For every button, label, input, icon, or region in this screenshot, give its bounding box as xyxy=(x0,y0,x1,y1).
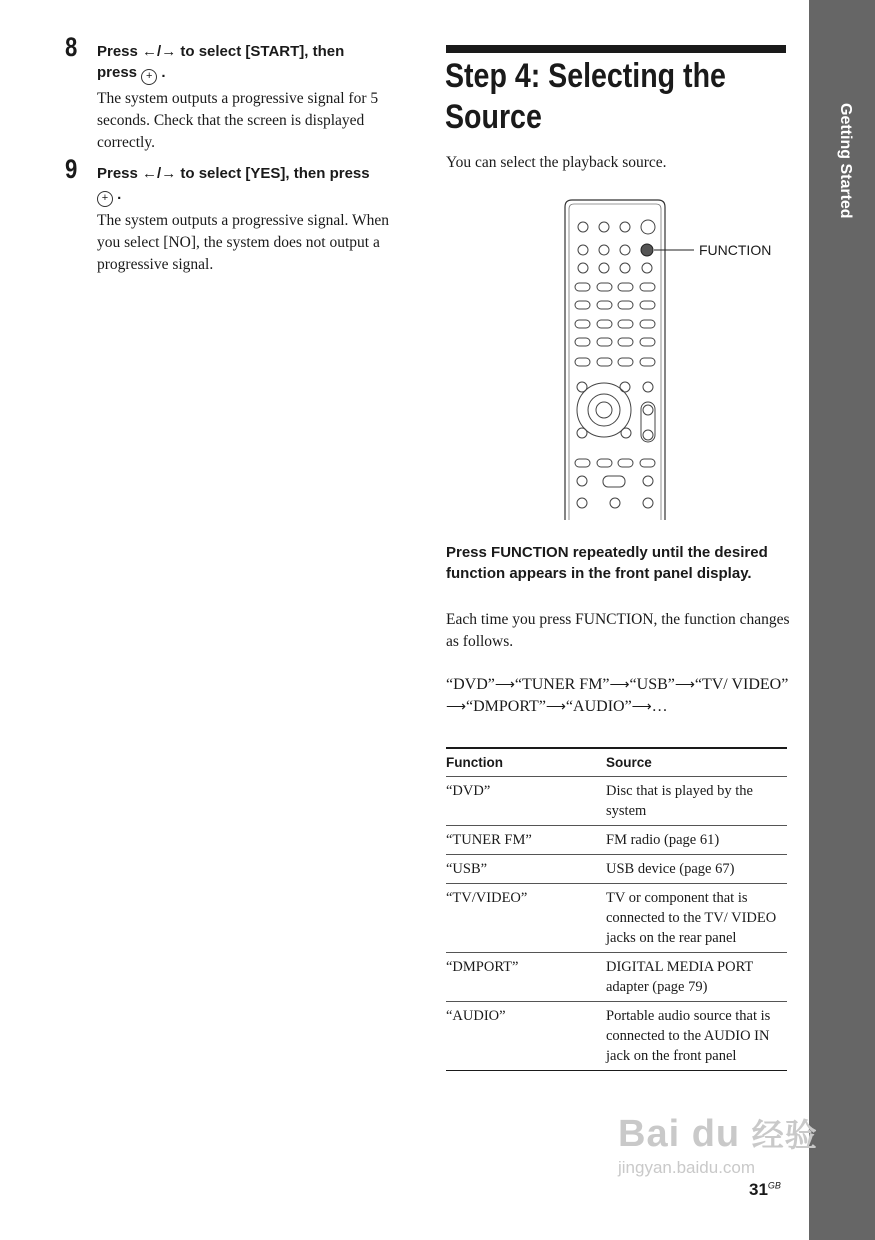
watermark xyxy=(618,1110,818,1178)
table-header-source: Source xyxy=(606,748,787,777)
enter-button-icon: + xyxy=(141,69,157,85)
step-9-heading: Press ←/→ to select [YES], then press + . xyxy=(97,163,407,207)
function-flow xyxy=(446,674,791,718)
page-title xyxy=(445,56,739,138)
flow-item: “AUDIO” xyxy=(565,698,632,715)
function-source-table xyxy=(446,747,787,1071)
step-9-number: 9 xyxy=(65,154,78,184)
source-cell: FM radio (page 61) xyxy=(606,826,787,855)
step-9-body: The system outputs a progressive signal. When you select [NO], the system does not output a progressive signal. xyxy=(97,212,390,273)
watermark-brand xyxy=(618,1110,818,1156)
page-number-suffix: GB xyxy=(767,1180,781,1191)
flow-item: “DVD” xyxy=(446,676,495,693)
flow-item: “TUNER FM” xyxy=(514,676,610,693)
page-title-text: Step 4: Selecting the Source xyxy=(445,57,726,136)
table-row xyxy=(446,884,787,953)
source-cell: Portable audio source that is connected to the AUDIO IN jack on the front panel xyxy=(606,1002,787,1071)
source-cell: DIGITAL MEDIA PORT adapter (page 79) xyxy=(606,953,787,1002)
instruction-heading: Press FUNCTION repeatedly until the desired function appears in the front panel display. xyxy=(446,544,768,582)
step-8-heading: Press ←/→ to select [START], then press + . xyxy=(97,41,407,85)
flow-item: “DMPORT” xyxy=(466,698,546,715)
function-cell: “TV/VIDEO” xyxy=(446,884,606,953)
flow-item: … xyxy=(651,698,668,715)
function-cell: “AUDIO” xyxy=(446,1002,606,1071)
step-8-body: The system outputs a progressive signal for 5 seconds. Check that the screen is displayed correctly. xyxy=(97,90,379,151)
step-9-heading-line1: Press ←/→ to select [YES], then press xyxy=(97,165,370,182)
source-cell: USB device (page 67) xyxy=(606,855,787,884)
watermark-url: jingyan.baidu.com xyxy=(618,1158,756,1177)
flow-item: “USB” xyxy=(629,676,675,693)
title-rule xyxy=(446,45,786,53)
step-8-number: 8 xyxy=(65,32,78,62)
table-row xyxy=(446,1002,787,1071)
watermark-brand-text: Bai du xyxy=(618,1113,741,1155)
source-cell: TV or component that is connected to the TV/ VIDEO jacks on the rear panel xyxy=(606,884,787,953)
table-row xyxy=(446,953,787,1002)
table-header-function: Function xyxy=(446,748,606,777)
side-tab xyxy=(809,0,875,1240)
table-row xyxy=(446,855,787,884)
flow-item: “TV/ VIDEO” xyxy=(694,676,789,693)
table-row xyxy=(446,826,787,855)
function-cell: “DVD” xyxy=(446,777,606,826)
function-cell: “TUNER FM” xyxy=(446,826,606,855)
intro-text: You can select the playback source. xyxy=(446,154,667,171)
arrow-right-icon: ⟶ xyxy=(674,678,695,693)
remote-control-illustration xyxy=(560,195,790,525)
function-callout: FUNCTION xyxy=(699,242,772,258)
side-tab-label: Getting Started xyxy=(837,103,854,219)
step-8-heading-line1: Press ←/→ to select [START], then xyxy=(97,43,345,60)
arrow-right-icon: ⟶ xyxy=(631,700,652,715)
page-number xyxy=(749,1180,781,1200)
watermark-cn: 经验 xyxy=(751,1117,818,1153)
arrow-right-icon: ⟶ xyxy=(446,700,467,715)
explain-text: Each time you press FUNCTION, the function changes as follows. xyxy=(446,611,790,650)
source-cell: Disc that is played by the system xyxy=(606,777,787,826)
table-row xyxy=(446,777,787,826)
page-number-value: 31 xyxy=(749,1180,768,1199)
function-cell: “USB” xyxy=(446,855,606,884)
step-8-heading-line2: press xyxy=(97,64,138,81)
arrow-right-icon: ⟶ xyxy=(494,678,515,693)
enter-button-icon: + xyxy=(97,191,113,207)
table-header-row xyxy=(446,748,787,777)
arrow-right-icon: ⟶ xyxy=(609,678,630,693)
function-cell: “DMPORT” xyxy=(446,953,606,1002)
arrow-right-icon: ⟶ xyxy=(545,700,566,715)
